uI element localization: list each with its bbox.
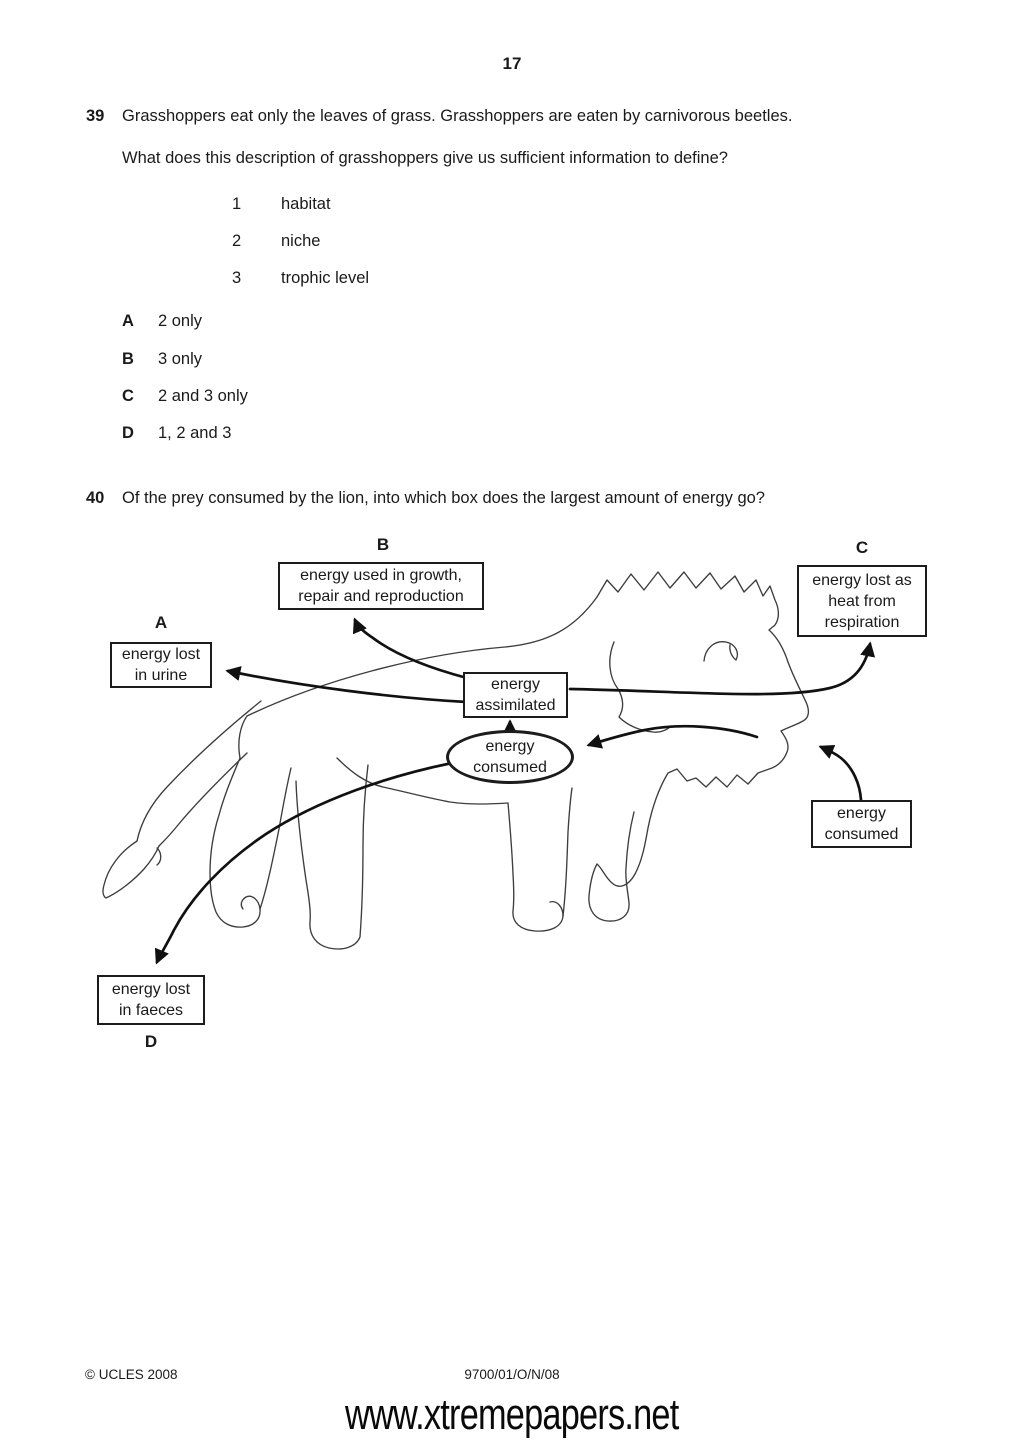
diagram-label-c: C — [855, 538, 869, 557]
box-energy-assimilated: energy assimilated — [463, 672, 568, 718]
question-text: Grasshoppers eat only the leaves of grass. Grasshoppers are eaten by carnivorous beetles. — [122, 107, 793, 125]
box-energy-heat: energy lost as heat from respiration — [797, 565, 927, 637]
exam-page: 17 39 Grasshoppers eat only the leaves of grass. Grasshoppers are eaten by carnivorous beetles. What does this description of grasshoppers give us sufficient information to define? 1 habitat 2 niche 3 trophic level A 2 only B 3 only C 2 and 3 only D 1, 2 and 3 40 Of the prey consumed by the lion, into which box does the largest amount of energy go? B energy used in growth, repair and reproduction C energy lost as heat from respiration A energy lost in urine energy assimilated energy consumed energy consumed energy lost in faeces D © UCLES 2008 9700/01/O/N/08 www.xtremepapers.net — [0, 0, 1024, 1449]
paper-code: 9700/01/O/N/08 — [464, 1367, 560, 1382]
watermark-text: www.xtremepapers.net — [345, 1390, 679, 1439]
diagram-label-a: A — [154, 613, 168, 632]
arrow-mouth-to-consumed-ellipse — [589, 726, 757, 745]
box-energy-consumed: energy consumed — [811, 800, 912, 848]
arrow-assimilated-to-heat — [570, 644, 870, 694]
box-energy-urine: energy lost in urine — [110, 642, 212, 688]
page-number: 17 — [502, 54, 522, 73]
box-energy-growth: energy used in growth, repair and reproduction — [278, 562, 484, 610]
question-number: 40 — [86, 489, 105, 507]
copyright-text: © UCLES 2008 — [85, 1367, 178, 1382]
energy-flow-diagram — [0, 530, 1024, 1075]
arrow-consumed-box-to-mouth — [821, 747, 861, 800]
question-number: 39 — [86, 107, 105, 125]
diagram-label-d: D — [144, 1032, 158, 1051]
box-energy-faeces: energy lost in faeces — [97, 975, 205, 1025]
arrow-assimilated-to-urine — [228, 671, 467, 702]
question-text: Of the prey consumed by the lion, into which box does the largest amount of energy go? — [122, 489, 765, 507]
arrow-assimilated-to-growth — [355, 620, 467, 678]
ellipse-energy-consumed: energy consumed — [446, 730, 574, 784]
diagram-label-b: B — [376, 535, 390, 554]
